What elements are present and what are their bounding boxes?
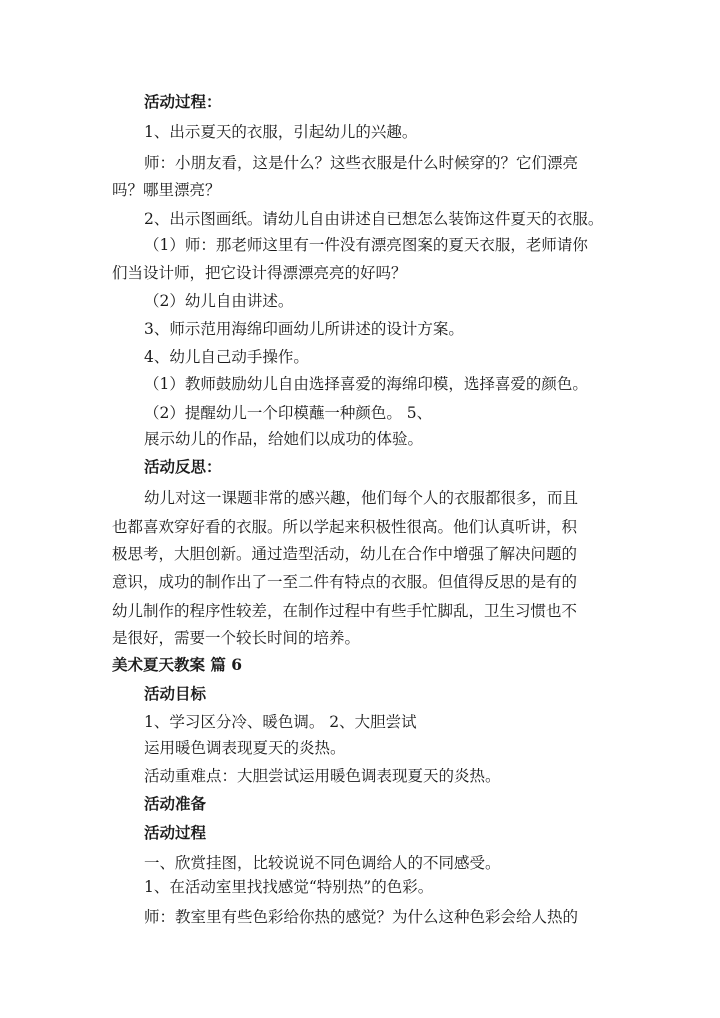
text-line: 吗？哪里漂亮？ — [112, 181, 221, 199]
section-heading-activity-goal: 活动目标 — [144, 684, 207, 703]
text-line: 1、在活动室里找找感觉“特别热”的色彩。 — [144, 878, 434, 896]
text-line: 3、师示范用海绵印画幼儿所讲述的设计方案。 — [144, 320, 464, 338]
text-line: 一、欣赏挂图，比较说说不同色调给人的不同感受。 — [144, 854, 501, 872]
text-line: 2、出示图画纸。请幼儿自由讲述自已想怎么装饰这件夏天的衣服。 — [144, 210, 604, 228]
section-heading-activity-process: 活动过程： — [144, 92, 222, 111]
text-line: 展示幼儿的作品，给她们以成功的体验。 — [144, 430, 424, 448]
text-line: 们当设计师，把它设计得漂漂亮亮的好吗？ — [112, 264, 407, 282]
text-line: 幼儿对这一课题非常的感兴趣，他们每个人的衣服都很多，而且 — [144, 489, 579, 507]
text-line: 幼儿制作的程序性较差，在制作过程中有些手忙脚乱，卫生习惯也不 — [112, 602, 578, 620]
text-line: 1、学习区分冷、暖色调。 2、大胆尝试 — [144, 713, 417, 731]
text-line: （1）教师鼓励幼儿自由选择喜爱的海绵印模，选择喜爱的颜色。 — [144, 375, 588, 393]
text-line: （2）提醒幼儿一个印模蘸一种颜色。 5、 — [144, 404, 433, 422]
text-line: 意识，成功的制作出了一至二件有特点的衣服。但值得反思的是有的 — [112, 573, 578, 591]
text-line: 师：小朋友看，这是什么？这些衣服是什么时候穿的？它们漂亮 — [144, 154, 579, 172]
section-heading-activity-prep: 活动准备 — [144, 794, 207, 813]
section-heading-activity-reflection: 活动反思： — [144, 457, 222, 476]
text-line: 1、出示夏天的衣服，引起幼儿的兴趣。 — [144, 123, 418, 141]
text-line: 活动重难点：大胆尝试运用暖色调表现夏天的炎热。 — [144, 767, 501, 785]
text-line: 4、幼儿自己动手操作。 — [144, 348, 309, 366]
text-line: 师：教室里有些色彩给你热的感觉？为什么这种色彩会给人热的 — [144, 908, 579, 926]
section-heading-activity-process-2: 活动过程 — [144, 823, 207, 842]
text-line: （1）师：那老师这里有一件没有漂亮图案的夏天衣服，老师请你 — [144, 236, 588, 254]
text-line: 是很好，需要一个较长时间的培养。 — [112, 629, 361, 647]
text-line: （2）幼儿自由讲述。 — [144, 292, 294, 310]
text-line: 运用暖色调表现夏天的炎热。 — [144, 739, 346, 757]
text-line: 也都喜欢穿好看的衣服。所以学起来积极性很高。他们认真听讲，积 — [112, 518, 578, 536]
section-title-art-summary: 美术夏天教案 篇 6 — [112, 655, 243, 674]
text-line: 极思考，大胆创新。通过造型活动，幼儿在合作中增强了解决问题的 — [112, 545, 578, 563]
